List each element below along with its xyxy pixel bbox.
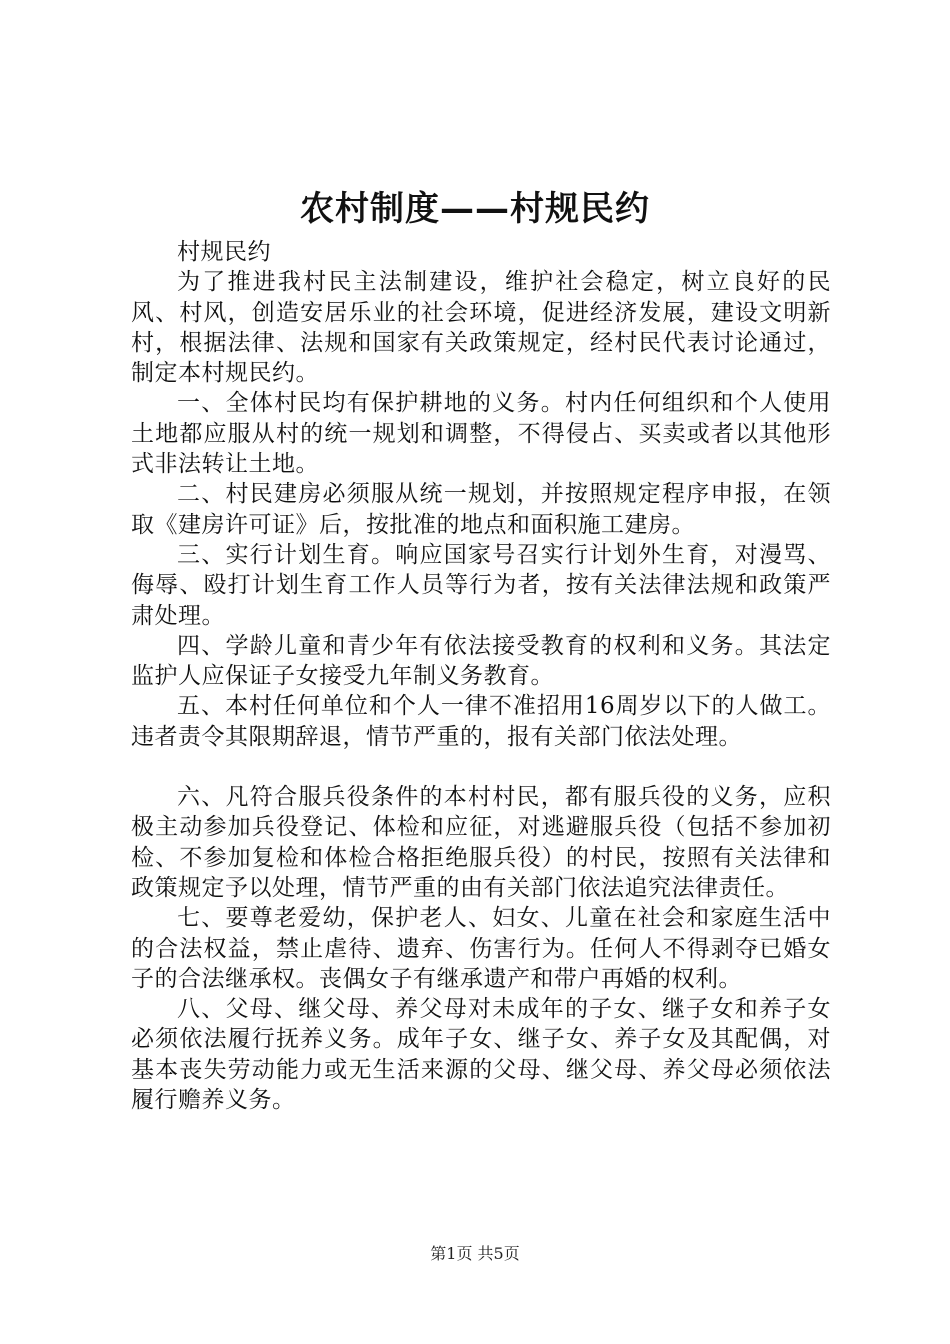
document-title: 农村制度——村规民约 bbox=[300, 189, 650, 229]
article-8-paragraph: 八、父母、继父母、养父母对未成年的子女、继子女和养子女必须依法履行抚养义务。成年子女、继子女、养子女及其配偶，对基本丧失劳动能力或无生活来源的父母、继父母、养父母必须依法履行赡养义务。 bbox=[131, 996, 831, 1114]
article-7-paragraph: 七、要尊老爱幼，保护老人、妇女、儿童在社会和家庭生活中的合法权益，禁止虐待、遗弃、伤害行为。任何人不得剥夺已婚女子的合法继承权。丧偶女子有继承遗产和带户再婚的权利。 bbox=[131, 905, 831, 992]
article-3-paragraph: 三、实行计划生育。响应国家号召实行计划外生育，对漫骂、侮辱、殴打计划生育工作人员等行为者，按有关法律法规和政策严肃处理。 bbox=[131, 541, 831, 629]
article-5-paragraph: 五、本村任何单位和个人一律不准招用16周岁以下的人做工。违者责令其限期辞退，情节严重的，报有关部门依法处理。 bbox=[131, 693, 831, 750]
article-2-paragraph: 二、村民建房必须服从统一规划，并按照规定程序申报，在领取《建房许可证》后，按批准的地点和面积施工建房。 bbox=[131, 481, 831, 538]
article-4-paragraph: 四、学龄儿童和青少年有依法接受教育的权利和义务。其法定监护人应保证子女接受九年制义务教育。 bbox=[131, 632, 831, 690]
page-number-footer: 第1页 共5页 bbox=[430, 1244, 520, 1263]
document-body bbox=[131, 237, 831, 1115]
article-1-paragraph: 一、全体村民均有保护耕地的义务。村内任何组织和个人使用土地都应服从村的统一规划和调整，不得侵占、买卖或者以其他形式非法转让土地。 bbox=[131, 390, 831, 478]
preamble-paragraph: 为了推进我村民主法制建设，维护社会稳定，树立良好的民风、村风，创造安居乐业的社会环境，促进经济发展，建设文明新村，根据法律、法规和国家有关政策规定，经村民代表讨论通过，制定本村规民约。 bbox=[131, 269, 831, 387]
article-6-paragraph: 六、凡符合服兵役条件的本村村民，都有服兵役的义务，应积极主动参加兵役登记、体检和应征，对逃避服兵役（包括不参加初检、不参加复检和体检合格拒绝服兵役）的村民，按照有关法律和政策规定予以处理，情节严重的由有关部门依法追究法律责任。 bbox=[131, 784, 831, 901]
document-subtitle: 村规民约 bbox=[177, 239, 271, 265]
